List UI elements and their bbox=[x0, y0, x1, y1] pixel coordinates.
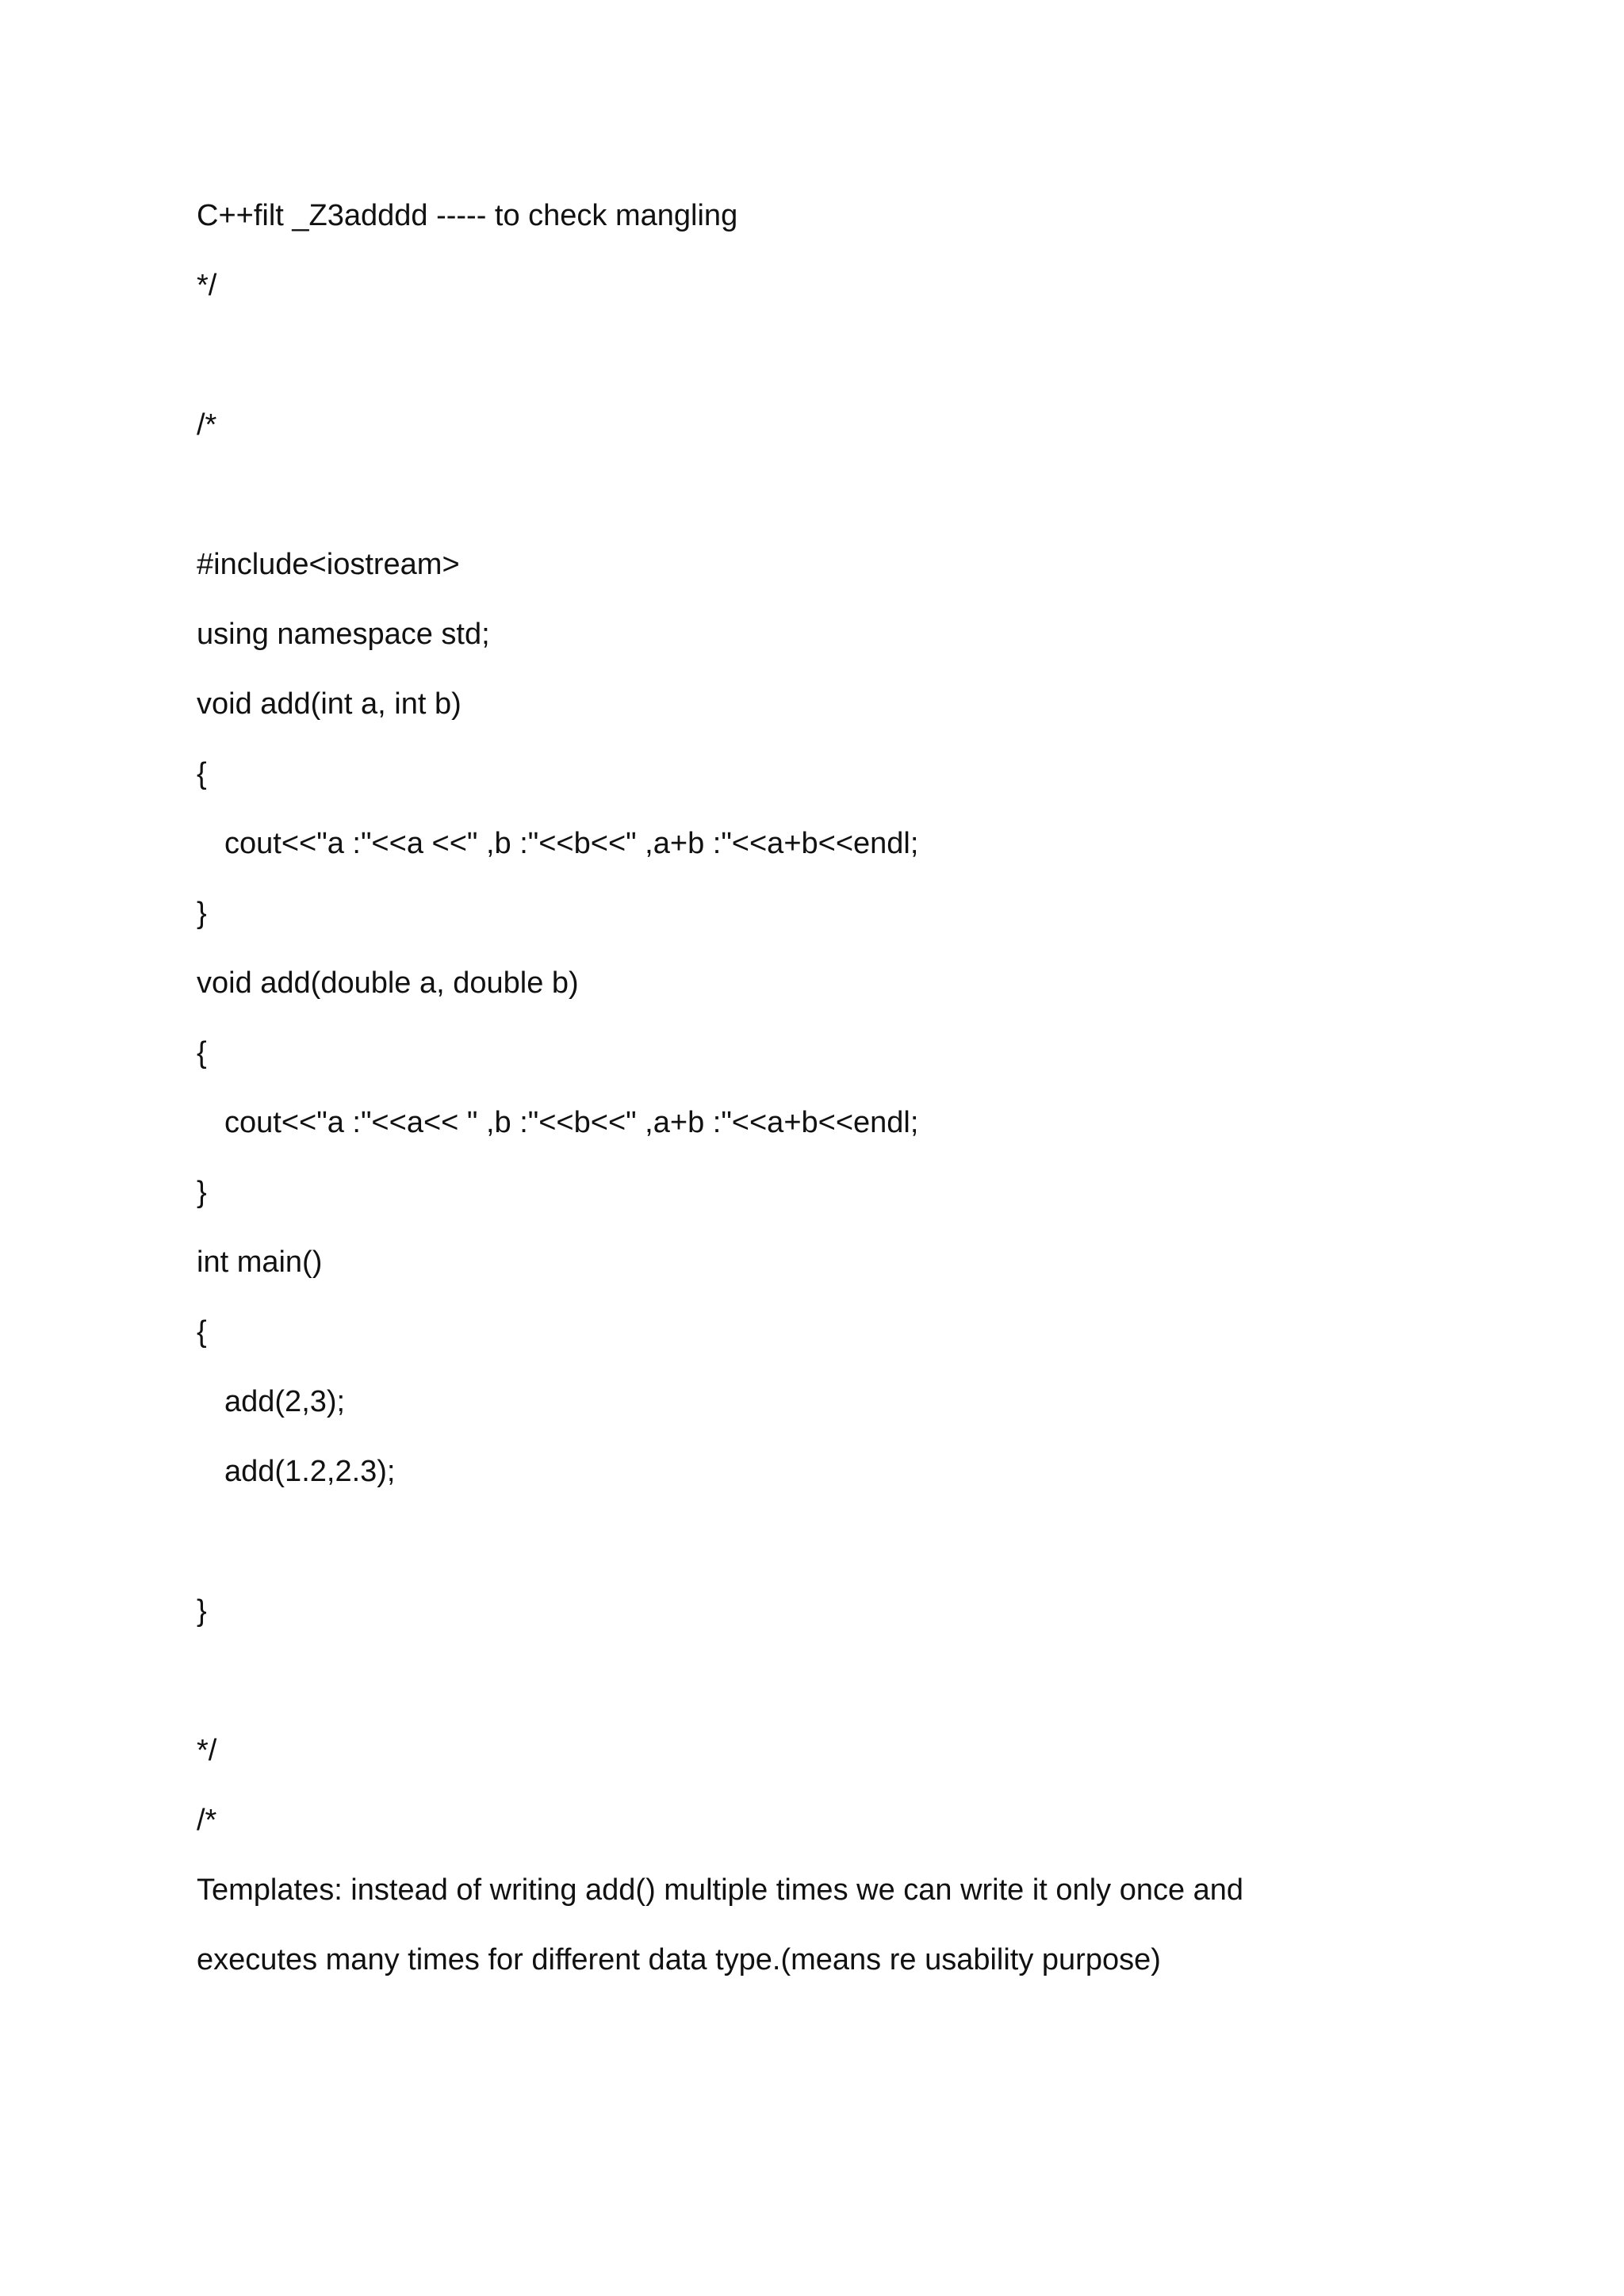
text-line: */ bbox=[197, 1734, 217, 1767]
text-line: Templates: instead of writing add() multiple times we can write it only once and bbox=[197, 1873, 1244, 1907]
text-line: add(2,3); bbox=[224, 1385, 346, 1418]
text-line: cout<<"a :"<<a <<" ,b :"<<b<<" ,a+b :"<<a+b<<endl; bbox=[224, 827, 919, 860]
text-line: add(1.2,2.3); bbox=[224, 1455, 396, 1488]
text-line: C++filt _Z3adddd ----- to check mangling bbox=[197, 199, 738, 232]
text-line: void add(double a, double b) bbox=[197, 966, 579, 1000]
text-line: { bbox=[197, 757, 207, 790]
text-line: } bbox=[197, 897, 207, 930]
text-line: { bbox=[197, 1036, 207, 1070]
text-line: using namespace std; bbox=[197, 618, 490, 651]
text-line: /* bbox=[197, 408, 217, 442]
text-line: int main() bbox=[197, 1246, 323, 1279]
text-line: } bbox=[197, 1176, 207, 1209]
text-line: } bbox=[197, 1594, 207, 1628]
text-line: cout<<"a :"<<a<< " ,b :"<<b<<" ,a+b :"<<a+b<<endl; bbox=[224, 1106, 919, 1139]
text-line: void add(int a, int b) bbox=[197, 687, 462, 721]
text-line: executes many times for different data type.(means re usability purpose) bbox=[197, 1943, 1161, 1976]
text-line: */ bbox=[197, 269, 217, 302]
text-line: #include<iostream> bbox=[197, 548, 460, 581]
text-line: /* bbox=[197, 1804, 217, 1837]
text-line: { bbox=[197, 1315, 207, 1349]
